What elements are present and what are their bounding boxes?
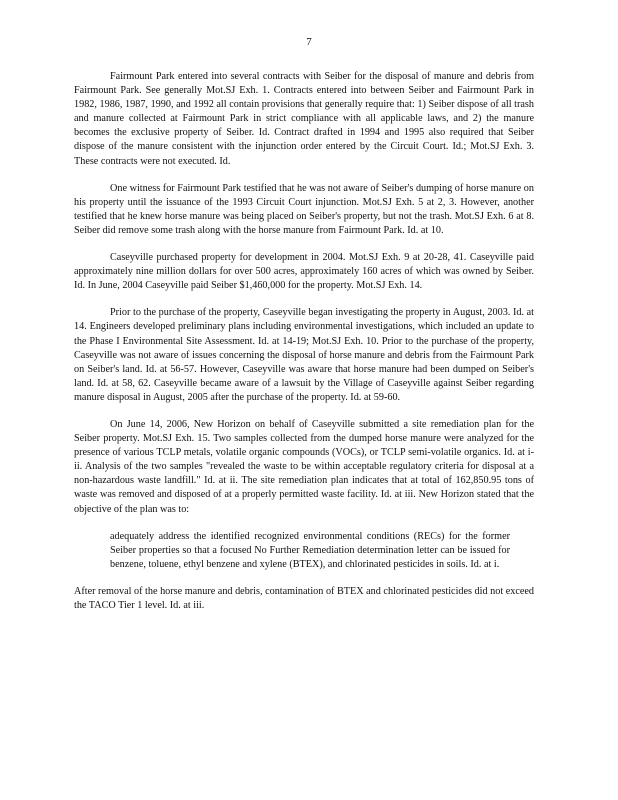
paragraph-closing: After removal of the horse manure and debris, contamination of BTEX and chlorinated pesticides did not exceed the TACO Tier 1 level. Id. at iii. bbox=[74, 585, 534, 611]
paragraph-purchase: Caseyville purchased property for development in 2004. Mot.SJ Exh. 9 at 20-28, 41. Caseyville paid approximately nine million dollars for over 500 acres, approximately 160 acres of which was owned by Seiber. Id. In June, 2004 Caseyville paid Seiber $1,460,000 for the property. Mot.SJ Exh. 14. bbox=[74, 252, 534, 292]
block-quote: adequately address the identified recognized environmental conditions (RECs) for the former Seiber properties so that a focused No Further Remediation determination letter can be issued for benzene, toluene, ethyl benzene and xylene (BTEX), and chlorinated pesticides in soils. Id. at i. bbox=[110, 530, 510, 570]
paragraph-investigation: Prior to the purchase of the property, Caseyville began investigating the property in August, 2003. Id. at 14. Engineers developed preliminary plans including environmental investigations, which included an update to the Phase I Environmental Site Assessment. Id. at 14-19; Mot.SJ Exh. 10. Prior to the purchase of the property, Caseyville was not aware of issues concerning the disposal of horse manure and debris from the Fairmount Park on Seiber's land. Id. at 56-57. However, Caseyville was aware that horse manure had been dumped on Seiber's land. Id. at 58, 62. Caseyville became aware of a lawsuit by the Village of Caseyville against Seiber regarding manure disposal in August, 2005 after the purchase of the property. Id. at 59-60. bbox=[74, 307, 534, 403]
document-body bbox=[74, 70, 534, 626]
page-number: 7 bbox=[306, 36, 312, 48]
paragraph-contracts: Fairmount Park entered into several contracts with Seiber for the disposal of manure and debris from Fairmount Park. See generally Mot.SJ Exh. 1. Contracts entered into between Seiber and Fairmount Park in 1982, 1986, 1987, 1990, and 1992 all contain provisions that generally require that: 1) Seiber dispose of all trash and manure collected at Fairmount Park in strict compliance with all applicable laws, and 2) the manure becomes the exclusive property of Seiber. Id. Contract drafted in 1994 and 1995 also required that Seiber dispose of the manure consistent with the injunction order entered by the Circuit Court. Id.; Mot.SJ Exh. 3. These contracts were not executed. Id. bbox=[74, 71, 534, 167]
paragraph-witness: One witness for Fairmount Park testified that he was not aware of Seiber's dumping of horse manure on his property until the issuance of the 1993 Circuit Court injunction. Mot.SJ Exh. 5 at 2, 3. However, another testified that he knew horse manure was being placed on Seiber's property, but not the trash. Mot.SJ Exh. 6 at 8. Seiber did remove some trash along with the horse manure from Fairmount Park. Id. at 10. bbox=[74, 182, 534, 236]
paragraph-remediation-plan: On June 14, 2006, New Horizon on behalf of Caseyville submitted a site remediation plan for the Seiber property. Mot.SJ Exh. 15. Two samples collected from the dumped horse manure were analyzed for the presence of various TCLP metals, volatile organic compounds (VOCs), or TCLP semi-volatile organics. Id. at i-ii. Analysis of the two samples "revealed the waste to be within acceptable regulatory criteria for disposal at a non-hazardous waste landfill." Id. at ii. The site remediation plan indicates that at total of 162,850.95 tons of waste was removed and disposed of at a properly permitted waste facility. Id. at iii. New Horizon stated that the objective of the plan was to: bbox=[74, 418, 534, 515]
